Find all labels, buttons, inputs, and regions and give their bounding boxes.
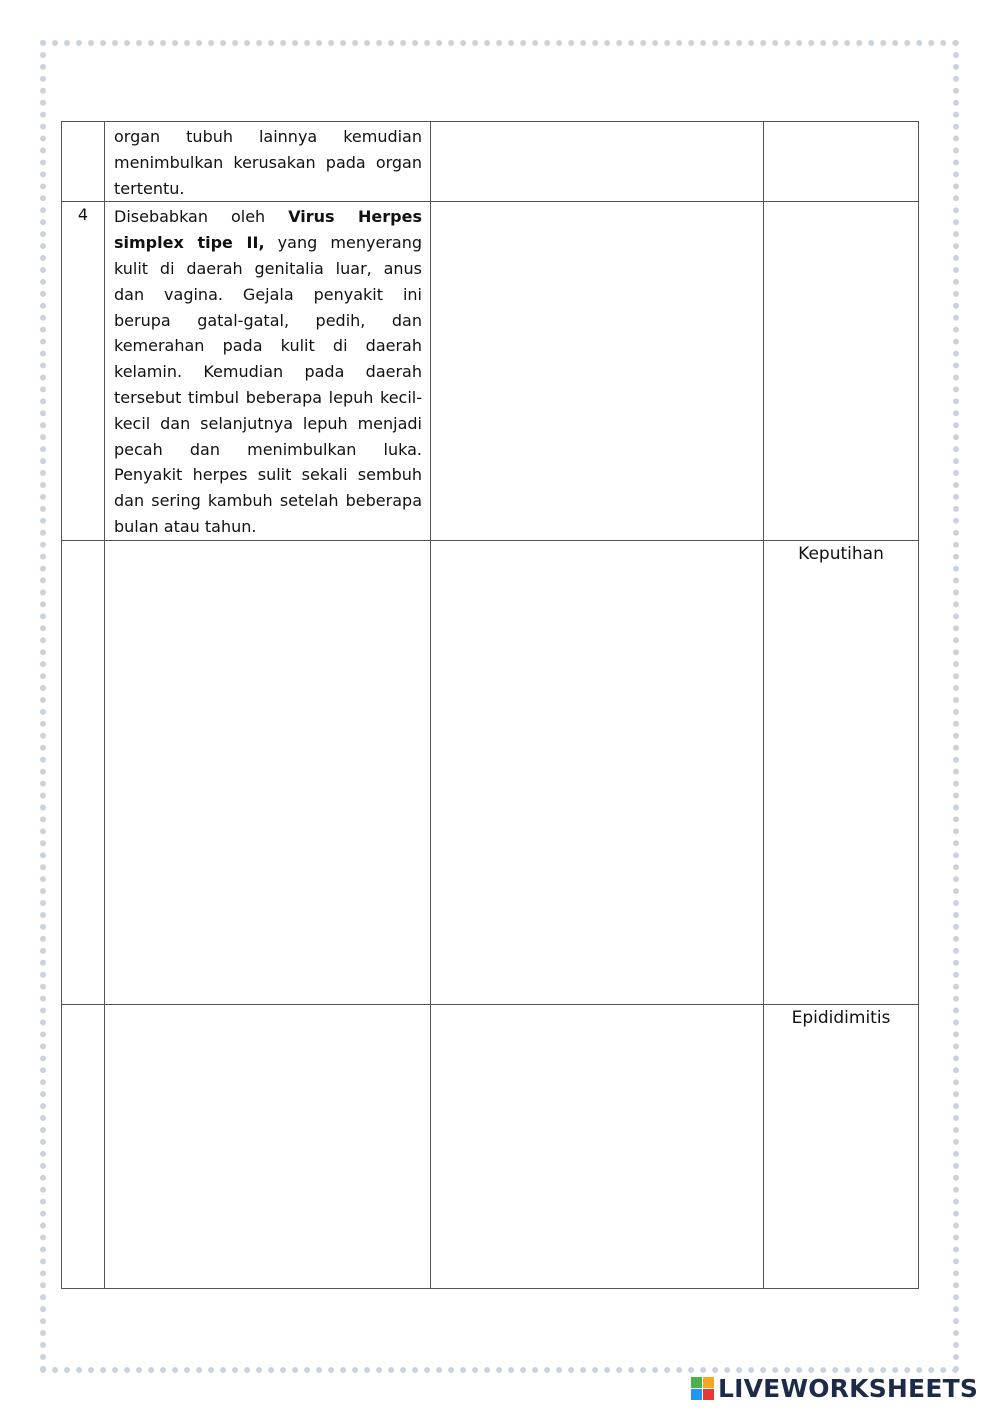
answer-cell[interactable] <box>431 1004 764 1288</box>
description-cell <box>105 122 431 202</box>
table-row <box>62 1004 919 1288</box>
row-number: 4 <box>62 202 105 540</box>
logo-text: LIVEWORKSHEETS <box>718 1374 979 1403</box>
disease-table <box>61 121 919 1289</box>
description-lead: Disebabkan oleh <box>114 207 289 227</box>
description-text <box>105 1005 430 1007</box>
description-cell <box>105 202 431 540</box>
table-row <box>62 122 919 202</box>
answer-cell[interactable] <box>431 202 764 540</box>
logo-square <box>703 1389 714 1400</box>
disease-name-cell <box>764 540 919 1004</box>
answer-cell[interactable] <box>431 122 764 202</box>
row-number <box>62 1004 105 1288</box>
logo-square <box>703 1377 714 1388</box>
disease-name: Keputihan <box>798 543 884 564</box>
logo-square <box>691 1377 702 1388</box>
liveworksheets-logo[interactable] <box>691 1374 978 1403</box>
logo-square <box>691 1389 702 1400</box>
disease-name-cell <box>764 202 919 540</box>
description-cell[interactable] <box>105 540 431 1004</box>
answer-cell[interactable] <box>431 540 764 1004</box>
description-text: organ tubuh lainnya kemudian menimbulkan kerusakan pada organ tertentu. <box>114 127 422 198</box>
disease-name: Epididimitis <box>791 1007 891 1028</box>
description-text <box>105 541 430 543</box>
description-cell[interactable] <box>105 1004 431 1288</box>
table-row <box>62 202 919 540</box>
row-number <box>62 540 105 1004</box>
logo-squares-icon <box>691 1377 714 1400</box>
description-text <box>105 202 430 539</box>
disease-name-cell <box>764 122 919 202</box>
description-body: yang menyerang kulit di daerah genitalia luar, anus dan vagina. Gejala penyakit ini berupa gatal-gatal, pedih, dan kemerahan pada kulit di daerah kelamin. Kemudian pada daerah tersebut timbul beberapa lepuh kecil-kecil dan selanjutnya lepuh menjadi pecah dan menimbulkan luka. Penyakit herpes sulit sekali sembuh dan sering kambuh setelah beberapa bulan atau tahun. <box>114 233 422 536</box>
row-number <box>62 122 105 202</box>
table-row <box>62 540 919 1004</box>
description-virus-name: Virus Herpes simplex tipe II, <box>114 207 423 253</box>
disease-name-cell <box>764 1004 919 1288</box>
disease-name <box>764 202 918 205</box>
disease-name <box>764 122 918 125</box>
